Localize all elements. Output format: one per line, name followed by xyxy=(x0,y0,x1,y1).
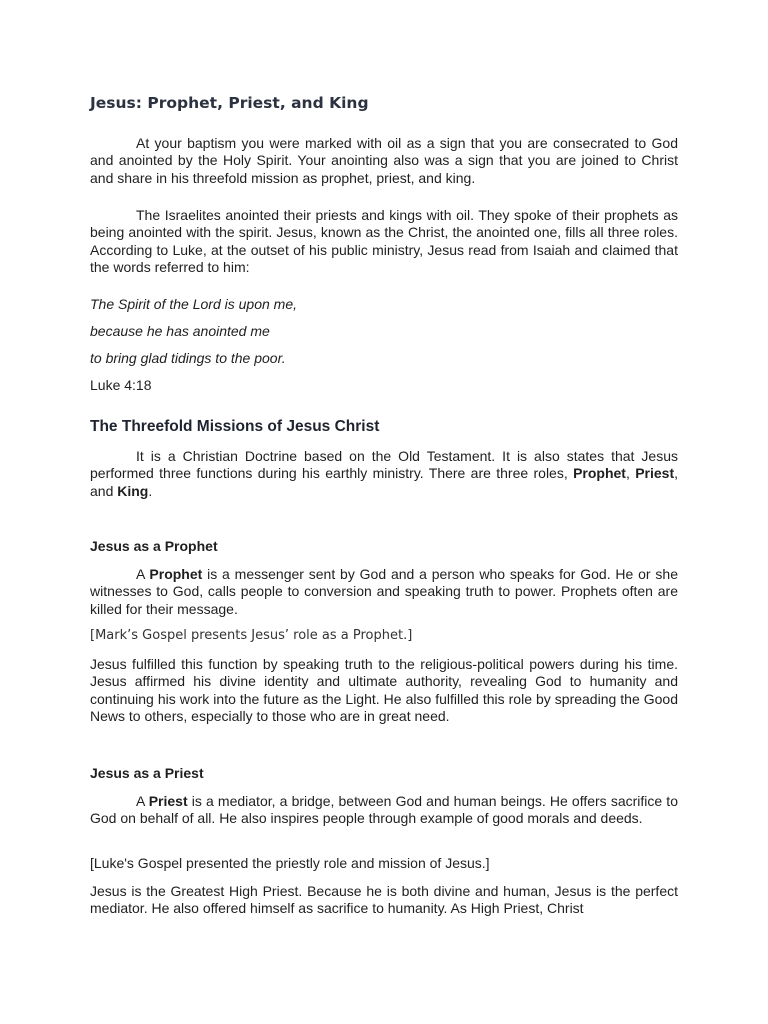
priest-definition: is a mediator, a bridge, between God and human beings. He offers sacrifice to God on behalf of all. He also inspires people through example of good morals and deeds. xyxy=(90,793,678,827)
threefold-separator-2: , and xyxy=(90,465,679,499)
prophet-definition: is a messenger sent by God and a person who speaks for God. He or she witnesses to God, calls people to conversion and speaking truth to power. Prophets often are killed for their message. xyxy=(90,566,678,617)
scripture-reference: Luke 4:18 xyxy=(90,377,152,393)
scripture-quote-line-2: because he has anointed me xyxy=(90,323,270,339)
priest-term: Priest xyxy=(148,793,188,809)
priest-definition-paragraph xyxy=(90,793,678,828)
section-heading-priest: Jesus as a Priest xyxy=(90,765,204,781)
threefold-separator-1: , xyxy=(625,465,636,482)
section-heading-prophet: Jesus as a Prophet xyxy=(90,538,218,554)
scripture-quote-line-1: The Spirit of the Lord is upon me, xyxy=(90,296,297,312)
section-heading-threefold: The Threefold Missions of Jesus Christ xyxy=(90,418,380,435)
priest-gospel-note: [Luke's Gospel presented the priestly role and mission of Jesus.] xyxy=(90,855,490,871)
role-priest: Priest xyxy=(635,465,675,482)
threefold-end: . xyxy=(148,482,153,499)
intro-paragraph-2: The Israelites anointed their priests and kings with oil. They spoke of their prophets as being anointed with the spirit. Jesus, known as the Christ, the anointed one, fills all three roles. According to Luke, at the outset of his public ministry, Jesus read from Isaiah and claimed that the words referred to him: xyxy=(90,207,678,275)
role-prophet: Prophet xyxy=(573,465,626,482)
scripture-quote-line-3: to bring glad tidings to the poor. xyxy=(90,350,286,366)
role-king: King xyxy=(117,482,149,499)
prophet-lead: A xyxy=(136,566,150,582)
threefold-paragraph xyxy=(90,448,678,500)
prophet-gospel-note: [Mark’s Gospel presents Jesus’ role as a Prophet.] xyxy=(90,628,413,643)
prophet-term: Prophet xyxy=(149,566,203,582)
document-title: Jesus: Prophet, Priest, and King xyxy=(90,94,369,112)
priest-body-paragraph: Jesus is the Greatest High Priest. Because he is both divine and human, Jesus is the perfect mediator. He also offered himself as sacrifice to humanity. As High Priest, Christ xyxy=(90,883,678,917)
prophet-body-paragraph: Jesus fulfilled this function by speaking truth to the religious-political powers during his time. Jesus affirmed his divine identity and ultimate authority, revealing God to humanity and continuing his work into the future as the Light. He also fulfilled this role by spreading the Good News to others, especially to those who are in great need. xyxy=(90,656,678,724)
prophet-definition-paragraph xyxy=(90,566,678,618)
intro-paragraph-1: At your baptism you were marked with oil as a sign that you are consecrated to God and anointed by the Holy Spirit. Your anointing also was a sign that you are joined to Christ and share in his threefold mission as prophet, priest, and king. xyxy=(90,135,678,186)
threefold-text: It is a Christian Doctrine based on the Old Testament. It is also states that Jesus performed three functions during his earthly ministry. There are three roles, xyxy=(90,448,678,482)
priest-lead: A xyxy=(136,793,149,809)
